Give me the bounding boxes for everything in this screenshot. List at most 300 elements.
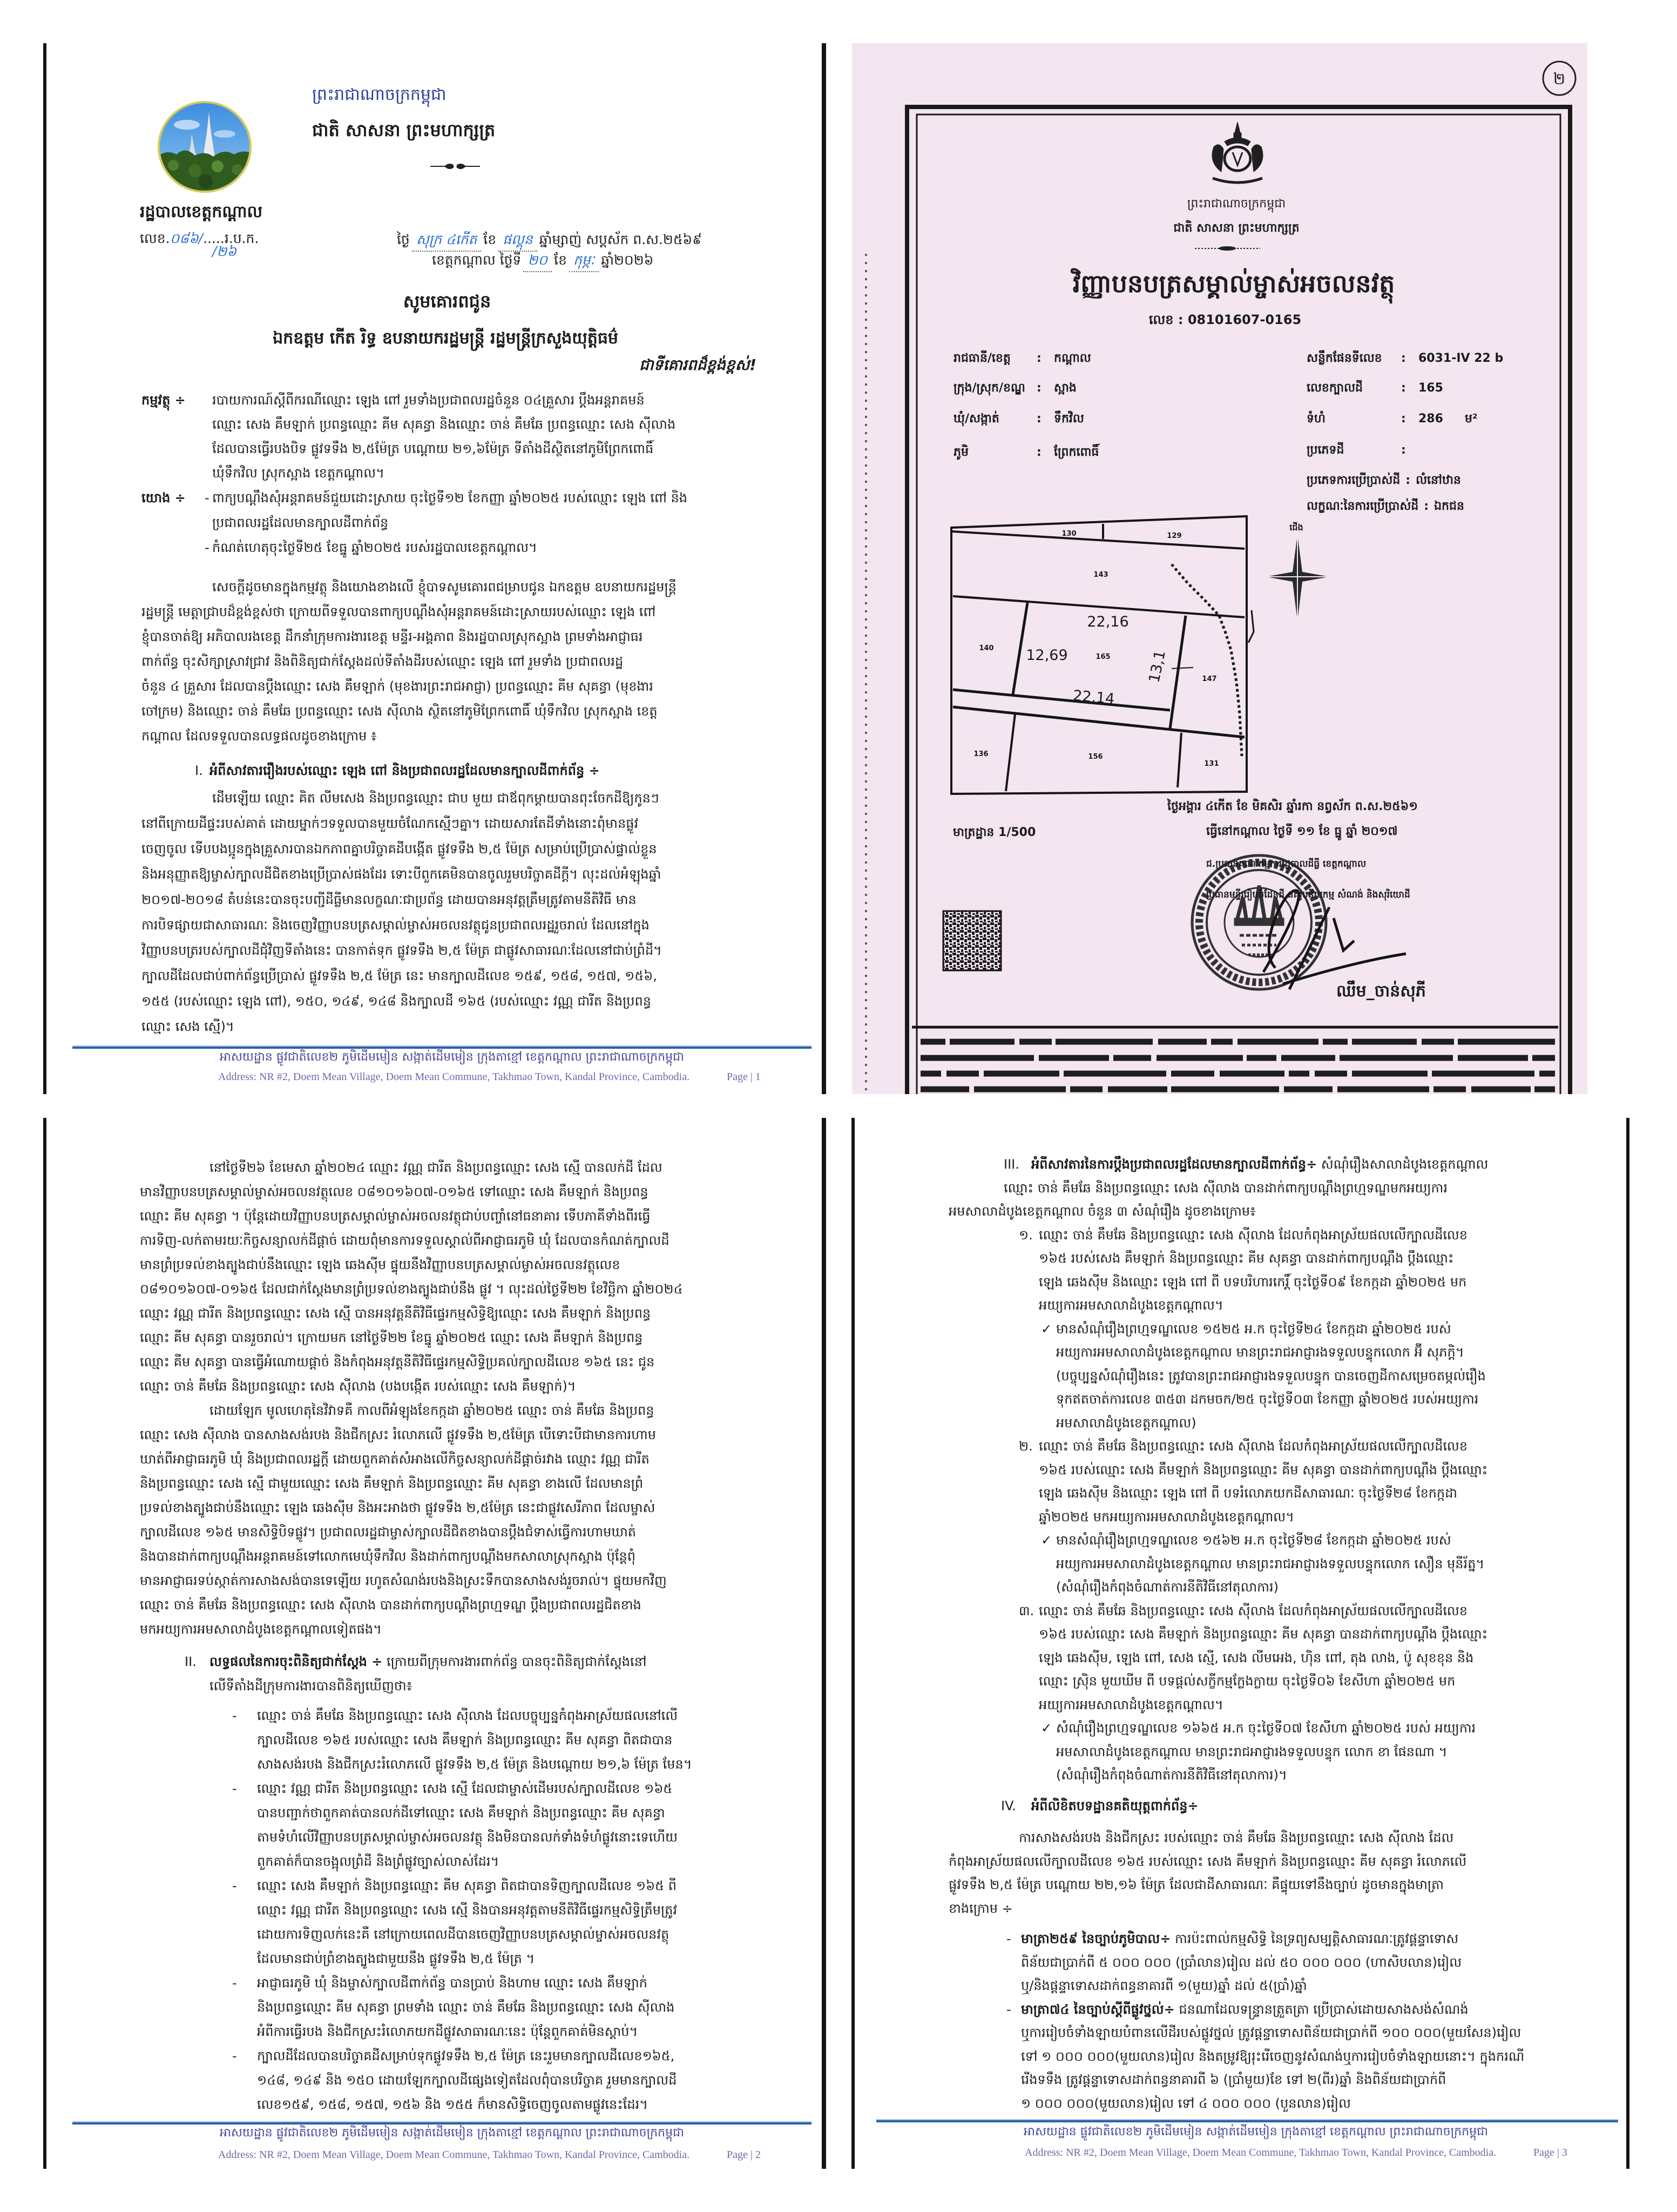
finding-line: ឈ្មោះ សេង គឹមឡាក់ និងប្រពន្ធឈ្មោះ គីម សុគន្ធា ពិតជាបានទិញក្បាលដីលេខ ១៦៥ ពី [257, 1878, 677, 1893]
paragraph-line: ដើមឡើយ ឈ្មោះ គិត លីមសេង និងប្រពន្ធឈ្មោះ ជាប មួយ ជាឪពុកម្ដាយបានពុះចែកដីឱ្យកូនៗ [212, 791, 659, 806]
sale-history-paragraph [140, 1156, 754, 1399]
salutation: សូមគោរពជូន [403, 291, 491, 312]
parcel-label: 156 [1088, 753, 1103, 761]
page-1-letter [43, 43, 826, 1094]
field-label: ប្រភេទការប្រើប្រាស់ដី [1307, 474, 1401, 487]
certificate-lunar-date: ថ្ងៃអង្គារ ៤កើត ខែ មិគសិរ ឆ្នាំរកា នព្វស័ក ព.ស.២៥៦១ [1167, 800, 1418, 813]
signatory-name: ឈឹម_ចាន់សុភី [1336, 982, 1426, 1001]
finding-item [140, 1971, 754, 2044]
page-3-letter-continued [43, 1118, 826, 2169]
solar-date [432, 249, 653, 272]
page-2-land-title-certificate [852, 43, 1587, 1094]
page-border-right [822, 1118, 826, 2169]
official-seal-icon [1192, 855, 1326, 989]
dispute-paragraph [140, 1399, 754, 1642]
section-2-heading [140, 1650, 754, 1698]
section-number: IV. [1001, 1798, 1017, 1813]
dimension-label: 22,16 [1087, 613, 1129, 630]
case-note-lines [1056, 1717, 1566, 1788]
reference-item [141, 485, 759, 535]
section-4-heading [949, 1795, 1566, 1818]
field-value: ឯកជន [1434, 500, 1464, 513]
finding-line: ដែលមានជាប់ព្រំខាងត្បូងជាមួយនឹង ផ្លូវទទឹង ២,៥ ម៉ែត្រ ។ [257, 1951, 535, 1966]
footer-address-english: Address: NR #2, Doem Mean Village, Doem Mean Commune, Takhmao Town, Kandal Province, Cambodia. [218, 1071, 690, 1083]
lunar-date [397, 229, 702, 252]
reference-line: កំណត់ហេតុចុះថ្ងៃទី២៥ ខែធ្នូ ឆ្នាំ២០២៥ របស់រដ្ឋបាលខេត្តកណ្ដាល។ [212, 540, 537, 555]
findings-list [140, 1704, 754, 2117]
paragraph-line: ចេញចូល ទើបបងប្អូនក្នុងគ្រួសារបានឯកភាពគ្នាបរិច្ចាគដីបង្កើត ផ្លូវទទឹង ២,៥ ម៉ែត្រ សម្រាប់ប្រើប្រាស់ផ្ទាល់ខ្លួន [141, 841, 657, 857]
recipient: ឯកឧត្តម កើត រិទ្ធ ឧបនាយករដ្ឋមន្ត្រី រដ្ឋមន្ត្រីក្រសួងយុត្តិធម៌ [273, 329, 618, 348]
bullet-dash-icon [1006, 1927, 1011, 1951]
field-label: ទំហំ [1307, 412, 1326, 426]
case-line: ១៦៥ របស់ឈ្មោះ សេង គឹមឡាក់ និងប្រពន្ធឈ្មោះ គីម សុគន្ធា បានដាក់ពាក្យបណ្ដឹង ប្ដឹងឈ្មោះ [1039, 1462, 1488, 1478]
paragraph-line: ក្បាលដីលេខ ១៦៥ មានសិទ្ធិបិទផ្លូវ។ ប្រជាពលរដ្ឋជាម្ចាស់ក្បាលដីជិតខាងបានប្ដឹងជំទាស់ធ្វើការហាមឃាត់ [140, 1525, 637, 1540]
lunar-month-handwritten: ផល្គុន [498, 229, 537, 252]
section-2-heading-text [209, 1650, 646, 1674]
paragraph-line: ០៨១០១៦០៧-០១៦៥ ដែលជាក់ស្ដែងមានព្រំប្រទល់ខាងត្បូងជាប់នឹង ផ្លូវ ។ លុះដល់ថ្ងៃទី២២ ខែវិច្ឆិកា ឆ្នាំ២០២៤ [140, 1282, 683, 1297]
footer-page-number: Page | 2 [727, 2149, 761, 2161]
stream-line [1172, 564, 1242, 756]
case-line: អយ្យការអមសាលាដំបូងខេត្តកណ្ដាល។ [1039, 1697, 1223, 1712]
finding-line: ឈ្មោះ វណ្ណ ជារីត និងប្រពន្ធឈ្មោះ សេង ស្មើ ដែលជាម្ចាស់ដើមរបស់ក្បាលដីលេខ ១៦៥ [257, 1781, 673, 1796]
field-value: ទឹកវិល [1054, 412, 1084, 426]
letter-number-code: រ.ប.ក. [224, 231, 259, 246]
case-lines [1039, 1600, 1566, 1717]
law-article-first-line [1021, 1927, 1566, 1951]
paragraph-line: ចៅក្រម) និងឈ្មោះ ចាន់ គឹមឆែ ប្រពន្ធឈ្មោះ សេង ស៊ីលាង ស្ថិតនៅភូមិព្រែកពោធិ៍ ឃុំទឹកវិល ស្រុកស្អាង ខេត្ត [141, 704, 658, 719]
letter-number-dots: ..... [203, 231, 225, 246]
letter-number [140, 228, 259, 249]
parcel-165-boundary [1013, 603, 1027, 694]
section-title: អំពីលិខិតបទដ្ឋានគតិយុត្តពាក់ព័ន្ធ÷ [1031, 1798, 1199, 1813]
bullet-dash-icon [232, 1971, 237, 1995]
section-1-heading [141, 758, 759, 783]
section-1-paragraph [141, 786, 759, 1040]
case-lines [1039, 1435, 1566, 1529]
paragraph-line: ចំនួន ៤ គ្រួសារ ដែលបានប្ដឹងឈ្មោះ សេង គឹមឡាក់ (មុខងារព្រះរាជអាជ្ញា) ប្រពន្ធឈ្មោះ គីម សុគន្ធា (មុខងារ [141, 679, 653, 694]
bullet-dash-icon [232, 1777, 237, 1801]
bullet-dash-icon [1006, 1998, 1011, 2022]
paragraph-line: ឈ្មោះ ចាន់ គឹមឆែ និងប្រពន្ធឈ្មោះ សេង ស៊ីលាង បានដាក់ពាក្យបណ្ដឹងព្រហ្មទណ្ឌ ប្ដឹងប្រជាពលរដ្ឋជិតខាង [140, 1597, 641, 1613]
footer-page-number: Page | 1 [727, 1071, 761, 1083]
certificate-number [1090, 311, 1360, 328]
subject-line: ឃុំទឹកវិល ស្រុកស្អាង ខេត្តកណ្ដាល។ [212, 466, 384, 481]
lunar-day-label: ថ្ងៃ [397, 232, 410, 247]
finding-line: ១៤៨, ១៤៩ និង ១៥០ ដោយឡែកក្បាលដីផ្សេងទៀតដែលពុំបានបរិច្ចាគ រួមមានក្បាលដី [257, 2073, 677, 2088]
case-note-line: (សំណុំរឿងកំពុងចំណាត់ការនីតិវិធីនៅតុលាការ) [1056, 1580, 1279, 1595]
map-scale: មាត្រដ្ឋាន 1/500 [953, 826, 1036, 839]
paragraph-line: ការបិទផ្សាយជាសាធារណៈ និងចេញវិញ្ញាបនបត្រសម្គាល់ម្ចាស់អចលនវត្ថុជូនប្រជាពលរដ្ឋរួចរាល់ ដែលនៅក្នុង [141, 918, 650, 933]
finding-lines [257, 2044, 754, 2117]
reference-line: ប្រជាពលរដ្ឋដែលមានក្បាលដីពាក់ព័ន្ធ [212, 515, 389, 530]
field-value: 165 [1418, 381, 1443, 395]
paragraph-line: កណ្ដាល ដែលទទួលបានលទ្ធផលដូចខាងក្រោម ៖ [141, 729, 377, 744]
check-icon [1041, 1318, 1052, 1341]
section-3-heading [949, 1153, 1566, 1177]
bullet-dash-icon [232, 1874, 237, 1898]
case-note-line: (បច្ចុប្បន្នសំណុំរឿងនេះ ត្រូវបានព្រះរាជអាជ្ញារងទទួលបន្ទុក បានចេញដីកាសម្រេចតម្កល់រឿង [1056, 1368, 1486, 1384]
paragraph-line: មានអាជ្ញាធរទប់ស្កាត់ការសាងសង់បានទេឡើយ រហូតសំណង់របងនិងស្រះទឹកបានសាងសង់រួចរាល់។ ផ្ទុយមកវិញ [140, 1573, 667, 1588]
finding-item [140, 2044, 754, 2117]
subject-lines [212, 388, 759, 485]
case-line: ១៦៥ របស់សេង គឹមឡាក់ និងប្រពន្ធឈ្មោះ គីម សុគន្ធា បានដាក់ពាក្យបណ្ដឹង ប្ដឹងឈ្មោះ [1039, 1251, 1454, 1266]
field-label: ភូមិ [954, 446, 969, 459]
case-status-note [949, 1529, 1566, 1600]
finding-item [140, 1777, 754, 1874]
finding-line: តាមទំហំលើវិញ្ញាបនបត្រសម្គាល់ម្ចាស់អចលនវត្ថុ និងមិនបានលក់ទាំងទំហំផ្លូវនោះទេហើយ [257, 1830, 678, 1845]
subject-line: ឈ្មោះ សេង គឹមឡាក់ ប្រពន្ធឈ្មោះ គីម សុគន្ធា និងឈ្មោះ ចាន់ គឹមឆែ ប្រពន្ធឈ្មោះ សេង ស៊ីលាង [212, 417, 676, 432]
field-colon: : [1037, 381, 1042, 395]
finding-line: លេខ១៥៩, ១៥៨, ១៥៧, ១៥៦ និង ១៥៥ ក៏មានសិទ្ធិចេញចូលតាមផ្លូវនេះដែរ។ [257, 2097, 648, 2112]
paragraph-line: សេចក្ដីដូចមានក្នុងកម្មវត្ថុ និងយោងខាងលើ ខ្ញុំបាទសូមគោរពជម្រាបជូន ឯកឧត្តម ឧបនាយករដ្ឋមន្ត្រី [212, 579, 677, 595]
parcel-boundary [1006, 714, 1015, 791]
case-line: ១៦៥ របស់ឈ្មោះ សេង គឹមឡាក់ និងប្រពន្ធឈ្មោះ គីម សុគន្ធា បានដាក់ពាក្យបណ្ដឹង ប្ដឹងឈ្មោះ [1039, 1627, 1488, 1642]
lunar-month-label: ខែ [483, 232, 497, 247]
paragraph-line: ឈ្មោះ វណ្ណ ជារីត និងប្រពន្ធឈ្មោះ សេង ស្មើ បានអនុវត្តនីតិវិធីផ្ទេរកម្មសិទ្ធិឱ្យឈ្មោះ សេង គឹមឡាក់ និងប្រពន្ធ [140, 1306, 651, 1321]
signatory-title: ជ.ប្រធានគណៈកម្មការរដ្ឋបាលដីធ្លី ខេត្តកណ្ដាល [1206, 859, 1367, 869]
finding-line: និងប្រពន្ធឈ្មោះ គីម សុគន្ធា ព្រមទាំង ឈ្មោះ ចាន់ គឹមឆែ និងប្រពន្ធឈ្មោះ សេង ស៊ីលាង [257, 2000, 675, 2015]
finding-lines [257, 1971, 754, 2044]
paragraph-line: និងបានដាក់ពាក្យបណ្ដឹងអន្តរាគមន៍ទៅលោកមេឃុំទឹកវិល និងដាក់ពាក្យបណ្ដឹងមកសាលាស្រុកស្អាង ប៉ុន្តែពុំ [140, 1549, 635, 1564]
finding-item [140, 1704, 754, 1777]
section-2-heading-continuation: លើទីតាំងដីក្រុមការងារបានពិនិត្យឃើញថា៖ [209, 1678, 413, 1694]
case-lines [1039, 1224, 1566, 1318]
certificate-issue-date: ធ្វើនៅកណ្ដាល ថ្ងៃទី ១១ ខែ ធ្នូ ឆ្នាំ ២០១៧ [1206, 825, 1398, 838]
section-title: អំពីសាវតារនៃការប្ដឹងប្រជាពលរដ្ឋដែលមានក្បាលដីពាក់ព័ន្ធ÷ [1031, 1157, 1317, 1172]
finding-line: សាងសង់របង និងជីកស្រះរំលោភលើ ផ្លូវទទឹង ២,៥ ម៉ែត្រ និងបណ្ដោយ ២១,៦ ម៉ែត្រ មែន។ [257, 1757, 692, 1772]
field-label: ប្រភេទដី [1307, 443, 1344, 457]
case-line: ឈ្មោះ ចាន់ គឹមឆែ និងប្រពន្ធឈ្មោះ សេង ស៊ីលាង ដែលកំពុងអាស្រ័យផលលើក្បាលដីលេខ [1039, 1439, 1468, 1454]
national-motto: ជាតិ សាសនា ព្រះមហាក្សត្រ [312, 120, 496, 140]
issuing-authority: រដ្ឋបាលខេត្តកណ្ដាល [140, 203, 263, 221]
finding-line: ពួកគាត់ក៏បានចង្អុលព្រំដី និងព្រំផ្លូវច្បាស់លាស់ដែរ។ [257, 1854, 499, 1869]
case-note-line: មានសំណុំរឿងព្រហ្មទណ្ឌលេខ ១៥២៥ អ.ក ចុះថ្ងៃទី២៤ ខែកក្កដា ឆ្នាំ២០២៥ របស់ [1056, 1321, 1451, 1337]
field-label: សន្លឹកផែនទីលេខ [1307, 352, 1382, 365]
finding-line: ក្បាលដីលេខ ១៦៥ របស់ឈ្មោះ សេង គឹមឡាក់ និងប្រពន្ធឈ្មោះ គីម សុគន្ធា ពិតជាបាន [257, 1732, 673, 1748]
solar-month-handwritten: កុម្ភៈ [569, 249, 599, 272]
case-note-line: អយ្យការអមសាលាដំបូងខេត្តកណ្ដាល មានព្រះរាជអាជ្ញារងទទួលបន្ទុកលោក សឿន មុនីរ័ត្ន។ [1056, 1556, 1485, 1572]
finding-line: ឈ្មោះ វណ្ណ ជារីត និងប្រពន្ធឈ្មោះ សេង ស្មើ និងបានអនុវត្តតាមនីតិវិធីផ្ទេរកម្មសិទ្ធិត្រឹមត្រូវ [257, 1903, 677, 1918]
paragraph-line: ដោយឡែក មូលហេតុនៃវិវាទគឺ កាលពីអំឡុងខែកក្កដា ឆ្នាំ២០២៥ ឈ្មោះ ចាន់ គឹមឆែ និងប្រពន្ធ [209, 1403, 654, 1418]
field-colon: : [1405, 474, 1411, 487]
field-colon: : [1401, 381, 1406, 395]
page-border-left [43, 1118, 46, 2169]
bullet-dash-icon [232, 2044, 237, 2068]
paragraph-line: និងប្រពន្ធឈ្មោះ សេង ស្មើ ជាមួយឈ្មោះ សេង គឹមឡាក់ និងប្រពន្ធឈ្មោះ គីម សុគន្ធា ខាងលើ ដែលមានព្រំ [140, 1476, 644, 1491]
case-note-line: (សំណុំរឿងកំពុងចំណាត់ការនីតិវិធីនៅតុលាការ)។ [1056, 1768, 1287, 1783]
footer-address-khmer: អាសយដ្ឋាន ផ្លូវជាតិលេខ២ ភូមិដើមមៀន សង្កាត់ដើមមៀន ក្រុងតាខ្មៅ ខេត្តកណ្ដាល ព្រះរាជាណាចក្រកម្ពុជា [1024, 2125, 1488, 2139]
case-note-lines [1056, 1529, 1566, 1600]
stream-line [1248, 610, 1254, 643]
case-line: ឈ្មោះ ចាន់ គឹមឆែ និងប្រពន្ធឈ្មោះ សេង ស៊ីលាង ដែលកំពុងអាស្រ័យផលលើក្បាលដីលេខ [1039, 1603, 1468, 1618]
field-label: រាជធានី/ខេត្ត [954, 352, 1011, 365]
field-village [954, 443, 1099, 462]
road-boundary [953, 707, 1245, 737]
section-number: III. [1004, 1157, 1019, 1172]
paragraph-line: អមសាលាដំបូងខេត្តកណ្ដាល ចំនួន ៣ សំណុំរឿង ដូចខាងក្រោម៖ [949, 1204, 1256, 1219]
greeting: ជាទីគោរពដ៏ខ្ពង់ខ្ពស់! [639, 356, 756, 374]
law-article-line: ១ ០០០ ០០០(មួយលាន)រៀល ទៅ ៤ ០០០ ០០០ (បួនលាន)រៀល [1021, 2095, 1351, 2111]
case-number: ៣. [1019, 1603, 1034, 1618]
finding-line: បានបញ្ជាក់ថាពួកគាត់បានលក់ដីទៅឈ្មោះ សេង គឹមឡាក់ និងប្រពន្ធឈ្មោះ គីម សុគន្ធា [257, 1805, 665, 1820]
section-number: II. [185, 1654, 197, 1669]
paragraph-line: ពាក់ព័ន្ធ ចុះសិក្សាស្រាវជ្រាវ និងពិនិត្យជាក់ស្ដែងដល់ទីតាំងដីរបស់ឈ្មោះ ឡេង ពៅ រួមទាំង ប្រជាពលរដ្ឋ [141, 654, 624, 669]
case-line: ឈ្មោះ ចាន់ គឹមឆែ និងប្រពន្ធឈ្មោះ សេង ស៊ីលាង ដែលកំពុងអាស្រ័យផលលើក្បាលដីលេខ [1039, 1227, 1468, 1243]
paragraph-line: នៅថ្ងៃទី២៦ ខែមេសា ឆ្នាំ២០២៤ ឈ្មោះ វណ្ណ ជារីត និងប្រពន្ធឈ្មោះ សេង ស្មើ បានលក់ដី ដែល [209, 1160, 662, 1175]
parcel-boundary [1178, 733, 1181, 787]
field-value: លំនៅឋាន [1416, 474, 1461, 487]
footer-address-english: Address: NR #2, Doem Mean Village, Doem Mean Commune, Takhmao Town, Kandal Province, Cambodia. [218, 2149, 690, 2161]
kingdom-heading: ព្រះរាជាណាចក្រកម្ពុជា [312, 85, 447, 104]
parcel-label: 143 [1093, 571, 1108, 579]
north-label: ជើង [1289, 522, 1303, 532]
check-icon [1041, 1717, 1052, 1741]
paragraph-line: ឈ្មោះ គីម សុគន្ធា ។ ប៉ុន្តែដោយវិញ្ញាបនបត្រសម្គាល់ម្ចាស់អចលនវត្ថុជាប់បញ្ចាំនៅធនាគារ ទើបភាគីទាំងពីរធ្វើ [140, 1209, 651, 1224]
paragraph-line: ឈ្មោះ សេង ស្មើ)។ [141, 1019, 234, 1034]
field-district [954, 379, 1077, 398]
paragraph-line: មានវិញ្ញាបនបត្រសម្គាល់ម្ចាស់អចលនវត្ថុលេខ ០៨១០១៦០៧-០១៦៥ ទៅឈ្មោះ សេង គឹមឡាក់ និងប្រពន្ធ [140, 1184, 648, 1199]
field-label: ឃុំ/សង្កាត់ [954, 412, 999, 426]
paragraph-line: កំពុងអាស្រ័យផលលើក្បាលដីលេខ ១៦៥ របស់ឈ្មោះ សេង គឹមឡាក់ និងប្រពន្ធឈ្មោះ គីម សុគន្ធា រំលោភលើ [949, 1853, 1467, 1869]
provincial-logo-icon [157, 100, 252, 193]
certificate-motto: ជាតិ សាសនា ព្រះមហាក្សត្រ [1173, 221, 1300, 235]
reference-lines [212, 485, 759, 535]
paragraph-line: ខាងក្រោម ÷ [949, 1900, 1013, 1916]
paragraph-line: ឈ្មោះ ចាន់ គឹមឆែ និងប្រពន្ធឈ្មោះ សេង ស៊ីលាង បានដាក់ពាក្យបណ្ដឹងព្រហ្មទណ្ឌមកអយ្យការ [1004, 1180, 1448, 1196]
check-icon [1041, 1529, 1052, 1553]
compass-rose-icon [1266, 522, 1329, 621]
field-colon: : [1037, 412, 1042, 426]
paragraph-line: មកអយ្យការអមសាលាដំបូងខេត្តកណ្ដាលទៀតផង។ [140, 1622, 382, 1637]
field-land-use [1307, 471, 1461, 490]
parcel-label: 136 [973, 750, 989, 758]
certificate-number-label: លេខ : [1148, 312, 1184, 327]
case-note-line: អមសាលាដំបូងខេត្តកណ្ដាល) [1056, 1415, 1196, 1431]
field-label: លេខក្បាលដី [1307, 381, 1363, 395]
case-line: ឡេង ឆេងស៊ីម និងឈ្មោះ ឡេង ពៅ ពី បទបរិហារកេរ្តិ៍ ចុះថ្ងៃទី០៩ ខែកក្កដា ឆ្នាំ២០២៥ មក [1039, 1274, 1467, 1290]
handwritten-page-mark [1543, 62, 1575, 95]
law-article-continuation [1021, 2021, 1566, 2115]
field-label: ក្រុង/ស្រុក/ខណ្ឌ [954, 381, 1025, 395]
certificate-inner-border [917, 114, 1560, 1094]
field-ownership-type [1307, 497, 1464, 516]
field-colon: : [1401, 412, 1406, 426]
bullet-dash-icon [205, 535, 209, 560]
fine-print-block [921, 1042, 1555, 1089]
royal-emblem-icon [1212, 122, 1263, 183]
letter-number-label: លេខ. [140, 231, 170, 246]
legal-basis-paragraph [949, 1826, 1566, 1920]
finding-lines [257, 1777, 754, 1874]
field-colon: : [1037, 352, 1042, 365]
paragraph-line: មានព្រំប្រទល់ខាងត្បូងជាប់នឹងឈ្មោះ ឡេង ឆេងស៊ីម ផ្ទុយនឹងវិញ្ញាបនបត្រសម្គាល់ម្ចាស់អចលនវត្ថុលេខ [140, 1257, 620, 1272]
dimension-label: 22,14 [1072, 687, 1115, 708]
law-article-line: ទៅ ១ ០០០ ០០០(មួយលាន)រៀល និងតម្រូវឱ្យរុះរើចេញនូវសំណង់ឬការរៀបចំទាំងឡាយនោះ។ ក្នុងករណី [1021, 2048, 1525, 2064]
field-land-type [1307, 441, 1418, 460]
field-commune [954, 409, 1084, 429]
finding-line: អាជ្ញាធរភូមិ ឃុំ និងម្ចាស់ក្បាលដីពាក់ព័ន្ធ បានប្រាប់ និងហាម ឈ្មោះ សេង គឹមឡាក់ [257, 1975, 648, 1991]
case-note-line: មានសំណុំរឿងព្រហ្មទណ្ឌលេខ ១៥៦២ អ.ក ចុះថ្ងៃទី២៨ ខែកក្កដា ឆ្នាំ២០២៥ របស់ [1056, 1533, 1451, 1548]
footer-address-english: Address: NR #2, Doem Mean Village, Doem Mean Commune, Takhmao Town, Kandal Province, Cambodia. [1025, 2147, 1497, 2159]
certificate-ornament-divider [1195, 246, 1260, 251]
law-article-label: មាត្រា២៥៩ នៃច្បាប់ភូមិបាល÷ [1021, 1931, 1171, 1946]
law-article [949, 1927, 1566, 1998]
law-article-text: ការប៉ះពាល់កម្មសិទ្ធិ នៃទ្រព្យសម្បត្តិសាធារណៈត្រូវផ្ដន្ទាទោស [1175, 1931, 1459, 1946]
field-area [1307, 409, 1478, 429]
dimension-label: 12,69 [1026, 647, 1068, 664]
field-map-sheet [1307, 349, 1503, 368]
letter-number-handwritten: ០៨៦/ [170, 231, 204, 246]
reference-label: យោង ÷ [141, 490, 186, 505]
signatory-title: ប្រធានមន្ទីររៀបចំដែនដី នគរូបនីយកម្ម សំណង់ និងសុរិយោដី [1206, 889, 1410, 900]
lunar-year: ឆ្នាំម្សាញ់ សប្តស័ក ព.ស.២៥៦៩ [539, 232, 702, 247]
solar-day-handwritten: ២០ [523, 249, 552, 272]
reference-line: ពាក្យបណ្ដឹងសុំអន្តរាគមន៍ជួយដោះស្រាយ ចុះថ្ងៃទី១២ ខែកញ្ញា ឆ្នាំ២០២៥ របស់ឈ្មោះ ឡេង ពៅ និង [212, 490, 687, 505]
paragraph-line: ប្រទល់ខាងត្បូងជាប់នឹងឈ្មោះ ឡេង ឆេងស៊ីម និងអះអាងថា ផ្លូវទទឹង ២,៥ម៉ែត្រ នេះជាផ្លូវសេរីភាព ដែលម្ចាស់ [140, 1500, 655, 1515]
case-note-line: អយ្យការអមសាលាដំបូងខេត្តកណ្ដាល មានព្រះរាជអាជ្ញារងទទួលបន្ទុកលោក អ៊ី សុភក្ដិ។ [1056, 1345, 1464, 1360]
page-mark-text: ២ [1553, 70, 1566, 89]
law-article [949, 1998, 1566, 2116]
certificate-kingdom-heading: ព្រះរាជាណាចក្រកម្ពុជា [1187, 197, 1286, 211]
page-border-right [822, 43, 826, 1094]
case-number: ២. [1019, 1439, 1033, 1454]
paragraph-line: ឃាត់ពីអាជ្ញាធរភូមិ ឃុំ និងប្រជាពលរដ្ឋក្ដី ដោយពួកគាត់សំអាងលើកិច្ចសន្យាលក់ដីផ្ដាច់រវាង ឈ្មោះ វណ្ណ ជារីត [140, 1452, 650, 1467]
letter-body [141, 388, 759, 1040]
leader-line [1172, 667, 1193, 669]
finding-lines [257, 1704, 754, 1777]
finding-line: អំពីការធ្វើរបង និងជីកស្រះរំលោភយកដីផ្លូវសាធារណៈនេះ ប៉ុន្តែពួកគាត់មិនស្ដាប់។ [257, 2024, 638, 2039]
qr-code-icon [943, 911, 1001, 970]
finding-line: ក្បាលដីដែលបានបរិច្ចាគដីសម្រាប់ទុកផ្លូវទទឹង ២,៥ ម៉ែត្រ នេះរួមមានក្បាលដីលេខ១៦៥, [257, 2048, 675, 2063]
field-value: កណ្ដាល [1054, 352, 1091, 365]
case-item [949, 1224, 1566, 1318]
parcel-label: 129 [1167, 532, 1182, 540]
certificate-number-value: 08101607-0165 [1187, 312, 1302, 327]
law-article-line: ឬការរៀបចំទាំងឡាយបំពានលើដីរបស់ផ្លូវថ្នល់ ត្រូវផ្ដន្ទាទោសពិន័យជាប្រាក់ពី ១០០ ០០០(មួយសែន)រៀល [1021, 2025, 1522, 2040]
footer-rule [876, 2119, 1618, 2122]
paragraph-line: នៅពីក្រោយដីផ្ទះរបស់គាត់ ដោយម្នាក់ៗទទួលបានមួយចំណែកស្មើៗគ្នា។ ដោយសារតែដីទាំងនោះពុំមានផ្លូវ [141, 816, 639, 831]
case-note-line: ទុកឥតចាត់ការលេខ ៣៥៣ ដកមចក/២៥ ចុះថ្ងៃទី០៣ ខែកញ្ញា ឆ្នាំ២០២៥ របស់អយ្យការ [1056, 1392, 1479, 1407]
parcel-label: 140 [979, 644, 994, 652]
solar-place-day-label: ខេត្តកណ្ដាល ថ្ងៃទី [432, 252, 522, 268]
section-title-rest: សំណុំរឿងសាលាដំបូងខេត្តកណ្ដាល [1321, 1157, 1489, 1172]
footer-address-khmer: អាសយដ្ឋាន ផ្លូវជាតិលេខ២ ភូមិដើមមៀន សង្កាត់ដើមមៀន ក្រុងតាខ្មៅ ខេត្តកណ្ដាល ព្រះរាជាណាចក្រកម្ពុជា [220, 1050, 684, 1064]
field-colon: : [1037, 446, 1042, 459]
paragraph-line: និងអនុញ្ញាតឱ្យម្ចាស់ក្បាលដីជិតខាងប្រើប្រាស់ផងដែរ ទោះបីពួកគេមិនបានចូលរួមបរិច្ចាគដីក្ដី។ លុះដល់អំឡុងឆ្នាំ [141, 867, 661, 882]
paragraph-line: ផ្លូវទទឹង ២,៥ ម៉ែត្រ បណ្ដោយ ២២,១៦ ម៉ែត្រ ដែលជាដីសាធារណៈ គឺផ្ទុយទៅនឹងច្បាប់ ដូចមានក្នុងមាត្រា [949, 1877, 1444, 1892]
case-line: ឈ្មោះ ស្រ៊ិន មួយឃីម ពី បទផ្ដល់សក្ខីកម្មក្លែងក្លាយ ចុះថ្ងៃទី០៦ ខែសីហា ឆ្នាំ២០២៥ មក [1039, 1674, 1456, 1689]
case-item [949, 1435, 1566, 1529]
paragraph-line: ឈ្មោះ ចាន់ គឹមឆែ និងប្រពន្ធឈ្មោះ សេង ស៊ីលាង (បងបង្កើត របស់ឈ្មោះ សេង គឹមឡាក់)។ [140, 1379, 576, 1394]
parcel-label: 130 [1061, 530, 1077, 538]
case-note-line: សំណុំរឿងព្រហ្មទណ្ឌលេខ ១៦៦៥ អ.ក ចុះថ្ងៃទី០៧ ខែសីហា ឆ្នាំ២០២៥ របស់ អយ្យការ [1056, 1721, 1476, 1736]
section-title-rest: ក្រោយពីក្រុមការងារពាក់ព័ន្ធ បានចុះពិនិត្យជាក់ស្ដែងនៅ [387, 1654, 647, 1669]
field-value: 286 [1418, 412, 1443, 426]
paragraph-line: ២០១៧-២០១៨ តំបន់នេះបានចុះបញ្ជីដីធ្លីមានលក្ខណៈជាប្រព័ន្ធ ដោយបានអនុវត្តត្រឹមត្រូវតាមនីតិវិធី មាន [141, 892, 637, 907]
case-status-note [949, 1318, 1566, 1435]
field-value: ស្អាង [1054, 381, 1077, 395]
section-title: អំពីសាវតាររឿងរបស់ឈ្មោះ ឡេង ពៅ និងប្រជាពលរដ្ឋដែលមានក្បាលដីពាក់ព័ន្ធ ÷ [209, 763, 600, 778]
subject-block [141, 388, 759, 485]
bullet-dash-icon [232, 1704, 237, 1728]
section-2-heading-line [140, 1650, 754, 1674]
solar-month-label: ខែ [554, 252, 567, 268]
field-colon: : [1424, 500, 1429, 513]
case-line: អយ្យការអមសាលាដំបូងខេត្តកណ្ដាល។ [1039, 1298, 1223, 1313]
paragraph-line: ១៥៥ (របស់ឈ្មោះ ឡេង ពៅ), ១៥០, ១៤៩, ១៤៨ និងក្បាលដី ១៦៥ (របស់ឈ្មោះ វណ្ណ ជារីត និងប្រពន្ធ [141, 994, 651, 1009]
bullet-dash-icon [205, 485, 209, 510]
parcel-boundary [951, 531, 1245, 549]
page-border-left [851, 1118, 855, 2169]
reference-lines [212, 535, 759, 560]
parcel-label: 131 [1204, 760, 1219, 768]
case-line: ឡេង ឆេងស៊ីម, ឡេង ពៅ, សេង ស្មើ, សេង លីមអេង, ហ៊ិន ពៅ, តុង លាង, ប៉ូ សុខខុន និង [1039, 1650, 1474, 1665]
case-line: ឡេង ឆេងស៊ីម និងឈ្មោះ ឡេង ពៅ ពី បទរំលោភយកដីសាធារណៈ ចុះថ្ងៃទី២៨ ខែកក្កដា [1039, 1486, 1457, 1501]
ornament-divider-icon [428, 160, 482, 173]
field-colon: : [1401, 352, 1406, 365]
law-article-line: រើងទទឹង ត្រូវផ្ដន្ទាទោសដាក់ពន្ធនាគារពី ៦ (ប្រាំមួយ)ខែ ទៅ ២(ពីរ)ឆ្នាំ និងពិន័យជាប្រាក់ពី [1021, 2072, 1446, 2087]
dimension-label: 13,1 [1146, 649, 1169, 684]
page-border-left [43, 43, 46, 1094]
reference-block [141, 485, 759, 560]
case-item [949, 1600, 1566, 1717]
section-number: I. [195, 763, 203, 778]
paragraph-line: ការទិញ-លក់តាមរយៈកិច្ចសន្យាលក់ដីផ្ដាច់ ដោយពុំមានការទទួលស្គាល់ពីអាជ្ញាធរភូមិ ឃុំ ដែលបានកំណត់ក្បាលដី [140, 1233, 670, 1248]
subject-line: របាយការណ៍ស្ដីពីករណីឈ្មោះ ឡេង ពៅ រួមទាំងប្រជាពលរដ្ឋចំនួន ០៤គ្រួសារ ប្ដឹងអន្តរាគមន៍ [212, 393, 645, 408]
law-article-first-line [1021, 1998, 1566, 2022]
parcel-label: 147 [1202, 675, 1217, 683]
case-number: ១. [1019, 1227, 1033, 1243]
law-articles-list [949, 1927, 1566, 2115]
paragraph-line: ក្បាលដីដែលជាប់ពាក់ព័ន្ធប្រើប្រាស់ ផ្លូវទទឹង ២,៥ ម៉ែត្រ នេះ មានក្បាលដីលេខ ១៥៩, ១៥៨, ១៥៧, ១៥៦, [141, 968, 657, 983]
section-title: លទ្ធផលនៃការចុះពិនិត្យជាក់ស្ដែង ÷ [209, 1654, 383, 1669]
section-3-heading-text [1031, 1153, 1488, 1177]
law-article-continuation [1021, 1951, 1566, 1998]
finding-line: ឈ្មោះ ចាន់ គឹមឆែ និងប្រពន្ធឈ្មោះ សេង ស៊ីលាង ដែលបច្ចុប្បន្នកំពុងអាស្រ័យផលនៅលើ [257, 1708, 678, 1723]
page-4-letter-continued [851, 1118, 1629, 2169]
paragraph-line: រដ្ឋមន្ត្រី មេត្តាជ្រាបដ៏ខ្ពង់ខ្ពស់ថា ក្រោយពីទទួលបានពាក្យបណ្ដឹងសុំអន្តរាគមន៍ដោះស្រាយរបស់ឈ្មោះ ឡេង ពៅ [141, 604, 656, 619]
case-status-note [949, 1717, 1566, 1788]
subject-line: ដែលបានធ្វើរបងបិទ ផ្លូវទទឹង ២,៥ម៉ែត្រ បណ្ដោយ ២១,៦ម៉ែត្រ ទីតាំងដីស្ថិតនៅភូមិព្រែកពោធិ៍ [212, 441, 654, 456]
law-article-line: ពិន័យជាប្រាក់ពី ៥ ០០០ ០០០ (ប្រាំលាន)រៀល ដល់ ៥០ ០០០ ០០០ (ហាសិបលាន)រៀល [1021, 1954, 1462, 1970]
letter-body [949, 1153, 1566, 2115]
footer-page-number: Page | 3 [1533, 2147, 1567, 2159]
law-article-lines [1021, 1927, 1566, 1998]
paragraph-line: ឈ្មោះ គីម សុគន្ធា បានធ្វើអំណោយផ្ដាច់ និងកំពុងអនុវត្តនីតិវិធីផ្ទេរកម្មសិទ្ធិប្រគល់ក្បាលដីលេខ ១៦៥ នេះ ជូន [140, 1354, 655, 1370]
field-colon: : [1401, 443, 1406, 457]
footer-address-khmer: អាសយដ្ឋាន ផ្លូវជាតិលេខ២ ភូមិដើមមៀន សង្កាត់ដើមមៀន ក្រុងតាខ្មៅ ខេត្តកណ្ដាល ព្រះរាជាណាចក្រកម្ពុជា [220, 2126, 684, 2140]
case-note-lines [1056, 1318, 1566, 1435]
field-label: លក្ខណៈនៃការប្រើប្រាស់ដី [1307, 500, 1419, 513]
paragraph-line: ឈ្មោះ គីម សុគន្ធា បានរួចរាល់។ ក្រោយមក នៅថ្ងៃទី២២ ខែធ្នូ ឆ្នាំ២០២៥ ឈ្មោះ សេង គឹមឡាក់ និងប្រពន្ធ [140, 1330, 643, 1345]
law-article-text: ជនណាដែលទន្ទ្រានត្រួតត្រា ប្រើប្រាស់ដោយសាងសង់សំណង់ [1179, 2001, 1469, 2017]
paragraph-line: ការសាងសង់របង និងជីកស្រះ របស់ឈ្មោះ ចាន់ គឹមឆែ និងប្រពន្ធឈ្មោះ សេង ស៊ីលាង ដែល [1019, 1830, 1454, 1845]
road-boundary [953, 690, 1170, 710]
law-article-line: ឬ/និងផ្ដន្ទាទោសដាក់ពន្ធនាគារពី ១(មួយ)ឆ្នាំ ដល់ ៥(ប្រាំ)ឆ្នាំ [1021, 1978, 1307, 1993]
parcel-165-boundary [1170, 616, 1186, 729]
field-parcel-number [1307, 379, 1443, 398]
page-border-right [1626, 1118, 1629, 2169]
law-article-label: មាត្រា៧៤ នៃច្បាប់ស្ដីពីផ្លូវថ្នល់÷ [1021, 2001, 1175, 2017]
solar-year: ឆ្នាំ២០២៦ [601, 252, 654, 268]
paragraph-line: ខ្ញុំបានចាត់ឱ្យ អភិបាលរងខេត្ត ដឹកនាំក្រុមការងារខេត្ត មន្ទីរ-អង្គភាព និងរដ្ឋបាលស្រុកស្អាង ព្រមទាំងអាជ្ញាធរ [141, 629, 643, 644]
lunar-day-handwritten: សុក្រ ៤កើត [412, 229, 481, 252]
subject-label: កម្មវត្ថុ ÷ [141, 393, 186, 408]
case-line: ឆ្នាំ២០២៥ មកអយ្យការអមសាលាដំបូងខេត្តកណ្ដាល។ [1039, 1509, 1294, 1525]
finding-item [140, 1874, 754, 1971]
letter-body [140, 1156, 754, 2117]
field-value: 6031-IV 22 b [1418, 352, 1504, 365]
